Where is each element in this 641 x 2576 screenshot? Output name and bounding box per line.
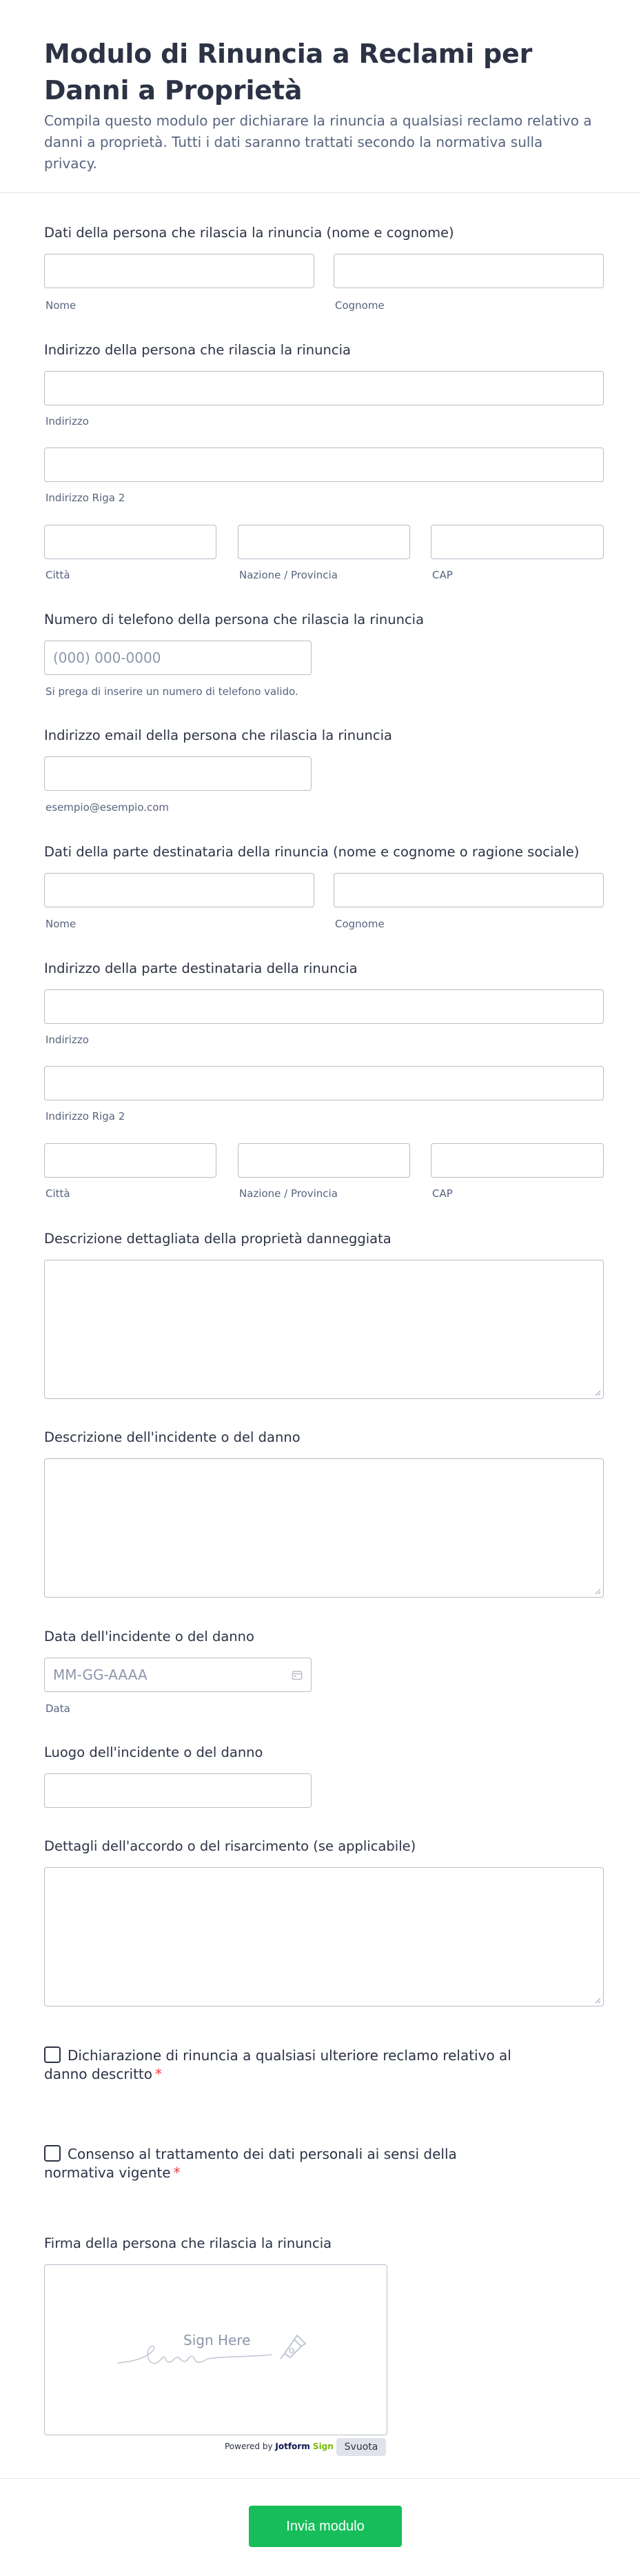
form-title: Modulo di Rinuncia a Reclami per Danni a Proprietà (44, 39, 533, 105)
incident-date-hint: Data (45, 1702, 70, 1715)
incident-description-label: Descrizione dell'incidente o del danno (44, 1429, 301, 1445)
releaser-phone-label: Numero di telefono della persona che rilascia la rinuncia (44, 612, 425, 627)
releasee-first-name-input[interactable] (44, 873, 314, 907)
releaser-state-input[interactable] (238, 525, 410, 559)
releasee-address-line1-sublabel: Indirizzo (45, 1034, 89, 1046)
releaser-first-name-input[interactable] (44, 254, 314, 288)
releaser-city-input[interactable] (44, 525, 216, 559)
footer-divider (0, 2478, 641, 2479)
releaser-address-line1-sublabel: Indirizzo (45, 415, 89, 427)
resize-grip-icon[interactable] (594, 1389, 601, 1396)
releaser-address-line1-input[interactable] (44, 371, 604, 405)
releaser-email-label: Indirizzo email della persona che rilascia la rinuncia (44, 727, 392, 743)
releaser-last-name-input[interactable] (334, 254, 604, 288)
required-asterisk: * (173, 2164, 181, 2181)
releasee-city-sublabel: Città (45, 1187, 70, 1200)
signature-placeholder: Sign Here (183, 2332, 251, 2348)
waiver-checkbox-row[interactable] (44, 2046, 527, 2084)
releasee-address-line2-sublabel: Indirizzo Riga 2 (45, 1110, 125, 1123)
incident-date-placeholder: MM-GG-AAAA (53, 1667, 147, 1683)
releasee-zip-input[interactable] (431, 1143, 604, 1178)
incident-description-textarea[interactable] (44, 1458, 604, 1598)
required-asterisk: * (155, 2066, 163, 2082)
resize-grip-icon[interactable] (594, 1588, 601, 1595)
incident-date-label: Data dell'incidente o del danno (44, 1629, 254, 1644)
powered-by: Powered by Jotform Sign (225, 2442, 334, 2451)
property-description-textarea[interactable] (44, 1260, 604, 1399)
settlement-label: Dettagli dell'accordo o del risarcimento (se applicabile) (44, 1838, 416, 1854)
form-header (0, 0, 641, 193)
releasee-first-name-sublabel: Nome (45, 918, 77, 930)
releasee-state-sublabel: Nazione / Provincia (239, 1187, 338, 1200)
releaser-address-line2-input[interactable] (44, 447, 604, 482)
submit-button[interactable]: Invia modulo (249, 2506, 402, 2547)
powered-brand: Jotform (275, 2442, 310, 2451)
releaser-name-label: Dati della persona che rilascia la rinuncia (nome e cognome) (44, 225, 454, 241)
releaser-address-label: Indirizzo della persona che rilascia la rinuncia (44, 342, 351, 358)
releasee-name-label: Dati della parte destinataria della rinuncia (nome e cognome o ragione sociale) (44, 844, 580, 860)
releaser-email-input[interactable] (44, 756, 312, 791)
waiver-checkbox[interactable] (44, 2046, 61, 2063)
incident-place-input[interactable] (44, 1773, 312, 1808)
powered-brand-suffix: Sign (312, 2442, 334, 2451)
signature-label: Firma della persona che rilascia la rinuncia (44, 2235, 332, 2251)
signature-pad[interactable] (44, 2264, 387, 2435)
releaser-phone-input[interactable]: (000) 000-0000 (44, 641, 312, 675)
privacy-checkbox[interactable] (44, 2145, 61, 2162)
releasee-state-input[interactable] (238, 1143, 410, 1178)
releasee-address-line2-input[interactable] (44, 1066, 604, 1100)
signature-clear-button[interactable]: Svuota (336, 2438, 386, 2456)
releaser-city-sublabel: Città (45, 569, 70, 581)
property-description-label: Descrizione dettagliata della proprietà danneggiata (44, 1231, 391, 1247)
releasee-last-name-sublabel: Cognome (335, 918, 385, 930)
releaser-zip-sublabel: CAP (432, 569, 453, 581)
releaser-state-sublabel: Nazione / Provincia (239, 569, 338, 581)
privacy-checkbox-row[interactable] (44, 2145, 527, 2182)
form-description: Compila questo modulo per dichiarare la rinuncia a qualsiasi reclamo relativo a danni a proprietà. Tutti i dati saranno trattati secondo la normativa sulla privacy. (44, 112, 592, 172)
privacy-checkbox-label: Consenso al trattamento dei dati personali ai sensi della normativa vigente (44, 2146, 457, 2181)
releasee-address-line1-input[interactable] (44, 989, 604, 1024)
resize-grip-icon[interactable] (594, 1997, 601, 2004)
calendar-icon[interactable] (292, 1669, 303, 1680)
releasee-city-input[interactable] (44, 1143, 216, 1178)
incident-date-input[interactable] (44, 1658, 312, 1692)
incident-place-label: Luogo dell'incidente o del danno (44, 1744, 263, 1760)
releaser-phone-hint: Si prega di inserire un numero di telefono valido. (45, 685, 298, 698)
releaser-email-hint: esempio@esempio.com (45, 801, 170, 814)
releaser-address-line2-sublabel: Indirizzo Riga 2 (45, 492, 125, 504)
releasee-zip-sublabel: CAP (432, 1187, 453, 1200)
releasee-last-name-input[interactable] (334, 873, 604, 907)
releaser-zip-input[interactable] (431, 525, 604, 559)
waiver-checkbox-label: Dichiarazione di rinuncia a qualsiasi ulteriore reclamo relativo al danno descritto (44, 2047, 511, 2082)
releasee-address-label: Indirizzo della parte destinataria della rinuncia (44, 960, 358, 976)
releaser-last-name-sublabel: Cognome (335, 299, 385, 312)
settlement-textarea[interactable] (44, 1867, 604, 2006)
releaser-first-name-sublabel: Nome (45, 299, 77, 312)
